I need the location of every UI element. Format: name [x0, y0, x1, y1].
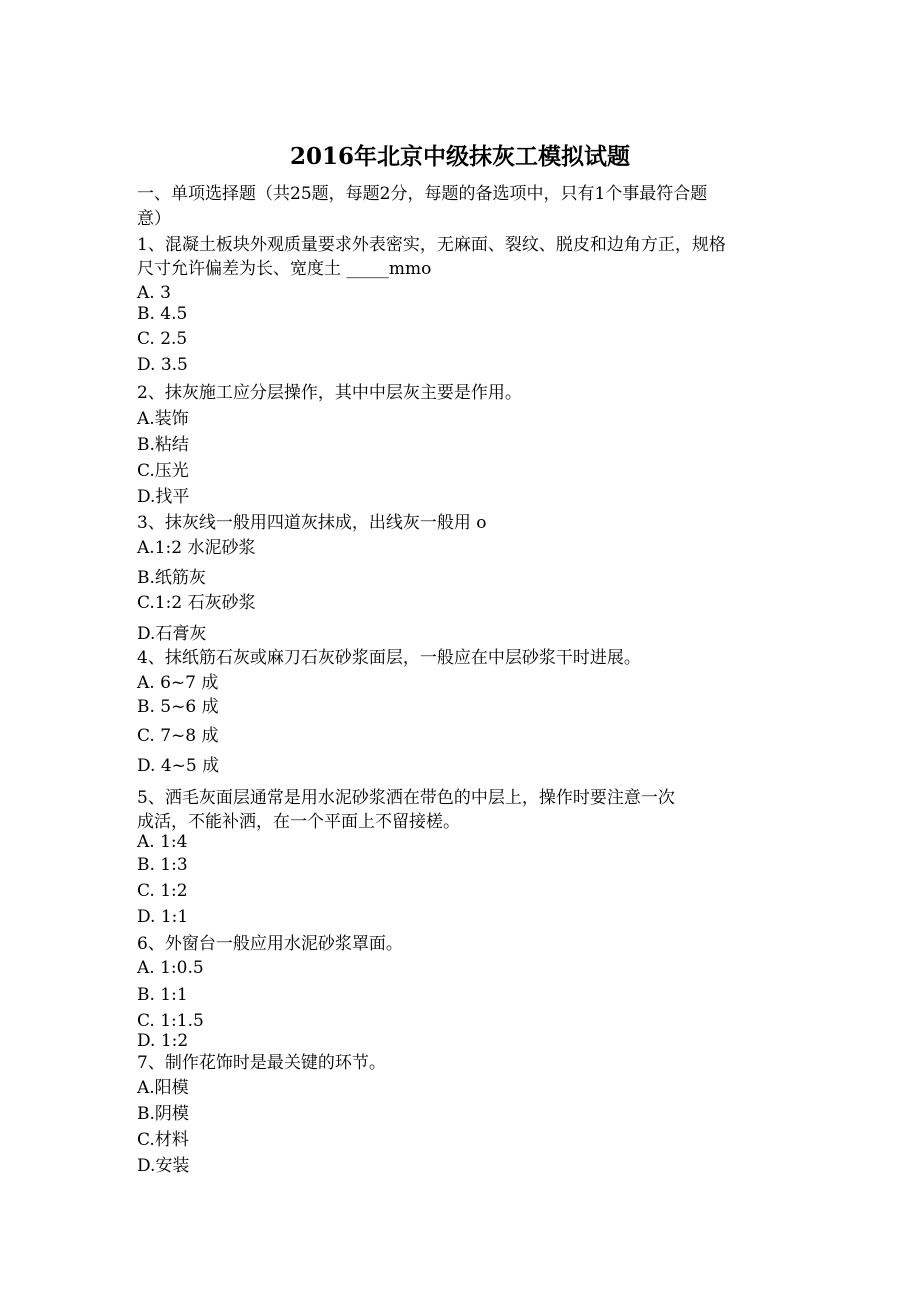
- option: A.阳模: [137, 1078, 189, 1098]
- question-stem: 7、制作花饰时是最关键的环节。: [137, 1053, 386, 1073]
- option: B.粘结: [137, 435, 189, 455]
- option: D.找平: [137, 487, 190, 507]
- option: B.纸筋灰: [137, 568, 206, 588]
- option: C.压光: [137, 461, 189, 481]
- question-stem: 2、抹灰施工应分层操作，其中中层灰主要是作用。: [137, 383, 522, 403]
- option: D.石膏灰: [137, 624, 207, 644]
- option: B. 5~6 成: [137, 697, 219, 717]
- option: B.阴模: [137, 1104, 189, 1124]
- question-stem: 1、混凝土板块外观质量要求外表密实，无麻面、裂纹、脱皮和边角方正，规格: [137, 235, 726, 255]
- question-stem: 5、洒毛灰面层通常是用水泥砂浆洒在带色的中层上，操作时要注意一次: [137, 788, 675, 808]
- option: C. 1:2: [137, 881, 188, 901]
- option: B. 4.5: [137, 304, 188, 324]
- option: C.1:2 石灰砂浆: [137, 593, 256, 613]
- option: C.材料: [137, 1130, 189, 1150]
- option: B. 1:3: [137, 855, 188, 875]
- option: A.1:2 水泥砂浆: [137, 538, 256, 558]
- question-stem: 4、抹纸筋石灰或麻刀石灰砂浆面层，一般应在中层砂浆干时进展。: [137, 648, 641, 668]
- section-heading: 一、单项选择题（共25题，每题2分，每题的备选项中，只有1个事最符合题: [137, 184, 708, 204]
- option: D. 1:1: [137, 907, 189, 927]
- option: A. 3: [137, 283, 171, 303]
- page-title: 2016年北京中级抹灰工模拟试题: [289, 143, 630, 170]
- option: D. 3.5: [137, 355, 188, 375]
- option: A.装饰: [137, 409, 189, 429]
- option: D.安装: [137, 1156, 190, 1176]
- section-heading-cont: 意）: [137, 209, 171, 229]
- option: A. 1:4: [137, 832, 188, 852]
- option: D. 4~5 成: [137, 756, 220, 776]
- option: A. 6~7 成: [137, 673, 219, 693]
- question-stem-cont: 尺寸允许偏差为长、宽度土 _____mmo: [137, 259, 432, 279]
- option: C. 1:1.5: [137, 1011, 204, 1031]
- option: C. 2.5: [137, 329, 188, 349]
- option: C. 7~8 成: [137, 726, 219, 746]
- option: A. 1:0.5: [137, 958, 204, 978]
- option: B. 1:1: [137, 985, 188, 1005]
- question-stem: 6、外窗台一般应用水泥砂浆罩面。: [137, 934, 403, 954]
- question-stem: 3、抹灰线一般用四道灰抹成，出线灰一般用 o: [137, 513, 487, 533]
- option: D. 1:2: [137, 1031, 189, 1051]
- question-stem-cont: 成活，不能补洒，在一个平面上不留接槎。: [137, 812, 460, 832]
